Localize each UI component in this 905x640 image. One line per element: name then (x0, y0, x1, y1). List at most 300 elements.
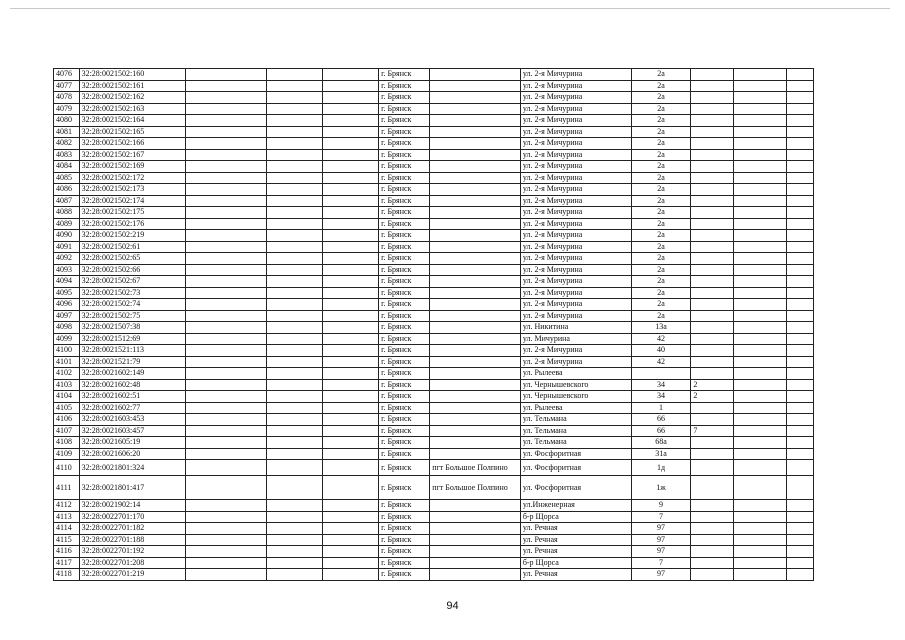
empty-cell (787, 80, 814, 92)
house-cell: 2а (631, 92, 691, 104)
empty-cell (267, 172, 322, 184)
cadastral-number: 32:28:0022701:192 (79, 546, 186, 558)
city-cell: г. Брянск (379, 437, 430, 449)
empty-cell (733, 523, 786, 535)
city-cell: г. Брянск (379, 207, 430, 219)
cadastral-number: 32:28:0021502:66 (79, 264, 186, 276)
city-cell: г. Брянск (379, 126, 430, 138)
city-cell: г. Брянск (379, 460, 430, 476)
settlement-cell (430, 500, 521, 512)
cadastral-number: 32:28:0022701:219 (79, 569, 186, 581)
empty-cell (787, 218, 814, 230)
row-number: 4092 (54, 253, 80, 265)
empty-cell (787, 557, 814, 569)
table-row (54, 500, 814, 512)
empty-cell (322, 476, 378, 500)
street-cell: ул. 2-я Мичурина (520, 230, 631, 242)
empty-cell (186, 500, 267, 512)
empty-cell (267, 310, 322, 322)
street-cell: ул. 2-я Мичурина (520, 276, 631, 288)
city-cell: г. Брянск (379, 333, 430, 345)
row-number: 4110 (54, 460, 80, 476)
house-cell: 2а (631, 241, 691, 253)
street-cell: ул. 2-я Мичурина (520, 69, 631, 81)
empty-cell (322, 253, 378, 265)
house-cell: 2а (631, 287, 691, 299)
empty-cell (186, 218, 267, 230)
empty-cell (733, 195, 786, 207)
table-row (54, 345, 814, 357)
empty-cell (267, 333, 322, 345)
city-cell: г. Брянск (379, 241, 430, 253)
top-rule (10, 8, 890, 9)
house-cell: 2а (631, 80, 691, 92)
cadastral-number: 32:28:0021502:164 (79, 115, 186, 127)
apartment-cell (691, 511, 734, 523)
empty-cell (733, 115, 786, 127)
row-number: 4100 (54, 345, 80, 357)
house-cell: 13а (631, 322, 691, 334)
cadastral-number: 32:28:0021502:65 (79, 253, 186, 265)
empty-cell (186, 569, 267, 581)
city-cell: г. Брянск (379, 264, 430, 276)
settlement-cell (430, 368, 521, 380)
empty-cell (733, 299, 786, 311)
city-cell: г. Брянск (379, 69, 430, 81)
empty-cell (186, 523, 267, 535)
empty-cell (733, 345, 786, 357)
house-cell: 66 (631, 414, 691, 426)
table-row (54, 218, 814, 230)
cadastral-number: 32:28:0021502:175 (79, 207, 186, 219)
row-number: 4091 (54, 241, 80, 253)
city-cell: г. Брянск (379, 368, 430, 380)
settlement-cell (430, 356, 521, 368)
row-number: 4096 (54, 299, 80, 311)
empty-cell (733, 500, 786, 512)
empty-cell (733, 460, 786, 476)
street-cell: ул. 2-я Мичурина (520, 253, 631, 265)
cadastral-number: 32:28:0022701:182 (79, 523, 186, 535)
settlement-cell (430, 322, 521, 334)
empty-cell (787, 299, 814, 311)
house-cell: 2а (631, 184, 691, 196)
table-row (54, 557, 814, 569)
house-cell: 2а (631, 276, 691, 288)
apartment-cell (691, 448, 734, 460)
empty-cell (322, 264, 378, 276)
empty-cell (267, 138, 322, 150)
empty-cell (186, 241, 267, 253)
empty-cell (787, 230, 814, 242)
city-cell: г. Брянск (379, 161, 430, 173)
row-number: 4097 (54, 310, 80, 322)
empty-cell (267, 241, 322, 253)
city-cell: г. Брянск (379, 230, 430, 242)
empty-cell (322, 523, 378, 535)
empty-cell (267, 414, 322, 426)
house-cell: 1д (631, 460, 691, 476)
empty-cell (322, 414, 378, 426)
settlement-cell (430, 425, 521, 437)
table-row (54, 391, 814, 403)
table-row (54, 546, 814, 558)
empty-cell (267, 402, 322, 414)
empty-cell (787, 345, 814, 357)
house-cell: 7 (631, 557, 691, 569)
row-number: 4086 (54, 184, 80, 196)
apartment-cell (691, 218, 734, 230)
street-cell: ул. Рылеева (520, 368, 631, 380)
empty-cell (322, 161, 378, 173)
empty-cell (787, 569, 814, 581)
street-cell: ул. Речная (520, 546, 631, 558)
cadastral-number: 32:28:0021502:176 (79, 218, 186, 230)
empty-cell (322, 299, 378, 311)
apartment-cell (691, 460, 734, 476)
table-row (54, 356, 814, 368)
street-cell: ул. Чернышевского (520, 379, 631, 391)
row-number: 4101 (54, 356, 80, 368)
apartment-cell (691, 241, 734, 253)
empty-cell (322, 276, 378, 288)
empty-cell (322, 437, 378, 449)
empty-cell (186, 534, 267, 546)
empty-cell (322, 138, 378, 150)
city-cell: г. Брянск (379, 500, 430, 512)
empty-cell (733, 241, 786, 253)
apartment-cell (691, 569, 734, 581)
house-cell: 2а (631, 126, 691, 138)
empty-cell (267, 569, 322, 581)
settlement-cell (430, 310, 521, 322)
empty-cell (733, 287, 786, 299)
apartment-cell (691, 92, 734, 104)
row-number: 4085 (54, 172, 80, 184)
apartment-cell (691, 126, 734, 138)
empty-cell (186, 207, 267, 219)
cadastral-number: 32:28:0021521:79 (79, 356, 186, 368)
apartment-cell: 7 (691, 425, 734, 437)
house-cell: 2а (631, 103, 691, 115)
apartment-cell (691, 161, 734, 173)
house-cell: 2а (631, 195, 691, 207)
table-row (54, 379, 814, 391)
empty-cell (733, 534, 786, 546)
empty-cell (186, 333, 267, 345)
settlement-cell (430, 126, 521, 138)
row-number: 4080 (54, 115, 80, 127)
empty-cell (733, 448, 786, 460)
row-number: 4099 (54, 333, 80, 345)
empty-cell (787, 534, 814, 546)
empty-cell (186, 80, 267, 92)
row-number: 4117 (54, 557, 80, 569)
table-row (54, 368, 814, 380)
cadastral-number: 32:28:0021502:172 (79, 172, 186, 184)
cadastral-number: 32:28:0021603:453 (79, 414, 186, 426)
cadastral-number: 32:28:0021602:48 (79, 379, 186, 391)
empty-cell (733, 437, 786, 449)
cadastral-number: 32:28:0022701:208 (79, 557, 186, 569)
city-cell: г. Брянск (379, 356, 430, 368)
empty-cell (787, 368, 814, 380)
street-cell: ул. 2-я Мичурина (520, 172, 631, 184)
empty-cell (733, 218, 786, 230)
street-cell: ул. Чернышевского (520, 391, 631, 403)
street-cell: ул. 2-я Мичурина (520, 264, 631, 276)
row-number: 4082 (54, 138, 80, 150)
empty-cell (787, 425, 814, 437)
empty-cell (186, 448, 267, 460)
apartment-cell (691, 322, 734, 334)
settlement-cell (430, 218, 521, 230)
house-cell: 2а (631, 218, 691, 230)
empty-cell (267, 126, 322, 138)
city-cell: г. Брянск (379, 523, 430, 535)
empty-cell (787, 69, 814, 81)
empty-cell (787, 241, 814, 253)
empty-cell (267, 276, 322, 288)
settlement-cell (430, 287, 521, 299)
apartment-cell: 2 (691, 391, 734, 403)
empty-cell (733, 402, 786, 414)
table-row (54, 69, 814, 81)
empty-cell (787, 356, 814, 368)
settlement-cell (430, 195, 521, 207)
empty-cell (322, 230, 378, 242)
empty-cell (267, 546, 322, 558)
empty-cell (186, 184, 267, 196)
row-number: 4079 (54, 103, 80, 115)
row-number: 4083 (54, 149, 80, 161)
cadastral-number: 32:28:0021502:61 (79, 241, 186, 253)
street-cell: ул. Тельмана (520, 414, 631, 426)
city-cell: г. Брянск (379, 287, 430, 299)
empty-cell (267, 425, 322, 437)
apartment-cell (691, 276, 734, 288)
cadastral-number: 32:28:0021502:67 (79, 276, 186, 288)
apartment-cell (691, 207, 734, 219)
cadastral-number: 32:28:0021502:163 (79, 103, 186, 115)
empty-cell (267, 115, 322, 127)
row-number: 4105 (54, 402, 80, 414)
empty-cell (322, 310, 378, 322)
city-cell: г. Брянск (379, 511, 430, 523)
row-number: 4095 (54, 287, 80, 299)
empty-cell (186, 138, 267, 150)
apartment-cell (691, 500, 734, 512)
settlement-cell (430, 391, 521, 403)
settlement-cell (430, 299, 521, 311)
empty-cell (186, 345, 267, 357)
table-row (54, 402, 814, 414)
empty-cell (267, 218, 322, 230)
empty-cell (787, 264, 814, 276)
house-cell: 2а (631, 207, 691, 219)
settlement-cell (430, 92, 521, 104)
cadastral-number: 32:28:0021512:69 (79, 333, 186, 345)
empty-cell (322, 379, 378, 391)
table-row (54, 92, 814, 104)
empty-cell (733, 276, 786, 288)
empty-cell (733, 414, 786, 426)
empty-cell (267, 448, 322, 460)
settlement-cell (430, 149, 521, 161)
empty-cell (186, 379, 267, 391)
page-number: 94 (446, 600, 459, 612)
apartment-cell (691, 333, 734, 345)
empty-cell (322, 402, 378, 414)
apartment-cell (691, 195, 734, 207)
empty-cell (267, 437, 322, 449)
table-row (54, 437, 814, 449)
empty-cell (267, 460, 322, 476)
empty-cell (267, 345, 322, 357)
house-cell: 1 (631, 402, 691, 414)
cadastral-number: 32:28:0021603:457 (79, 425, 186, 437)
empty-cell (787, 103, 814, 115)
street-cell: ул. Мичурина (520, 333, 631, 345)
empty-cell (787, 379, 814, 391)
empty-cell (787, 322, 814, 334)
row-number: 4118 (54, 569, 80, 581)
cadastral-number: 32:28:0021902:14 (79, 500, 186, 512)
apartment-cell (691, 264, 734, 276)
apartment-cell (691, 184, 734, 196)
empty-cell (267, 92, 322, 104)
empty-cell (322, 126, 378, 138)
empty-cell (267, 379, 322, 391)
empty-cell (322, 391, 378, 403)
empty-cell (787, 207, 814, 219)
row-number: 4114 (54, 523, 80, 535)
cadastral-number: 32:28:0021502:166 (79, 138, 186, 150)
cadastral-number: 32:28:0021606:20 (79, 448, 186, 460)
settlement-cell (430, 184, 521, 196)
table-row (54, 287, 814, 299)
empty-cell (186, 437, 267, 449)
empty-cell (787, 138, 814, 150)
empty-cell (322, 345, 378, 357)
apartment-cell (691, 103, 734, 115)
row-number: 4104 (54, 391, 80, 403)
empty-cell (733, 310, 786, 322)
empty-cell (787, 310, 814, 322)
street-cell: ул. 2-я Мичурина (520, 299, 631, 311)
empty-cell (733, 379, 786, 391)
empty-cell (733, 92, 786, 104)
empty-cell (787, 195, 814, 207)
empty-cell (267, 184, 322, 196)
empty-cell (787, 391, 814, 403)
cadastral-number: 32:28:0021502:219 (79, 230, 186, 242)
city-cell: г. Брянск (379, 310, 430, 322)
empty-cell (267, 523, 322, 535)
apartment-cell (691, 402, 734, 414)
row-number: 4089 (54, 218, 80, 230)
empty-cell (322, 425, 378, 437)
cadastral-number: 32:28:0021502:73 (79, 287, 186, 299)
house-cell: 68а (631, 437, 691, 449)
empty-cell (322, 218, 378, 230)
empty-cell (186, 149, 267, 161)
table-row (54, 103, 814, 115)
cadastral-number: 32:28:0021502:160 (79, 69, 186, 81)
city-cell: г. Брянск (379, 448, 430, 460)
settlement-cell (430, 437, 521, 449)
empty-cell (186, 253, 267, 265)
row-number: 4090 (54, 230, 80, 242)
house-cell: 31а (631, 448, 691, 460)
empty-cell (787, 253, 814, 265)
empty-cell (733, 569, 786, 581)
city-cell: г. Брянск (379, 425, 430, 437)
empty-cell (267, 368, 322, 380)
city-cell: г. Брянск (379, 534, 430, 546)
street-cell: ул. 2-я Мичурина (520, 241, 631, 253)
empty-cell (186, 546, 267, 558)
property-table (53, 68, 814, 581)
empty-cell (267, 356, 322, 368)
city-cell: г. Брянск (379, 184, 430, 196)
table-row (54, 126, 814, 138)
empty-cell (787, 437, 814, 449)
empty-cell (322, 356, 378, 368)
empty-cell (186, 92, 267, 104)
city-cell: г. Брянск (379, 557, 430, 569)
empty-cell (787, 414, 814, 426)
settlement-cell (430, 414, 521, 426)
table-row (54, 241, 814, 253)
row-number: 4115 (54, 534, 80, 546)
empty-cell (186, 476, 267, 500)
house-cell: 1ж (631, 476, 691, 500)
cadastral-number: 32:28:0022701:170 (79, 511, 186, 523)
street-cell: ул. 2-я Мичурина (520, 287, 631, 299)
empty-cell (733, 322, 786, 334)
city-cell: г. Брянск (379, 218, 430, 230)
city-cell: г. Брянск (379, 476, 430, 500)
settlement-cell (430, 379, 521, 391)
settlement-cell (430, 138, 521, 150)
city-cell: г. Брянск (379, 80, 430, 92)
empty-cell (787, 115, 814, 127)
empty-cell (186, 276, 267, 288)
table-row (54, 414, 814, 426)
row-number: 4108 (54, 437, 80, 449)
empty-cell (787, 511, 814, 523)
empty-cell (186, 230, 267, 242)
empty-cell (267, 299, 322, 311)
empty-cell (186, 368, 267, 380)
empty-cell (787, 460, 814, 476)
house-cell: 2а (631, 172, 691, 184)
street-cell: ул. Фосфоритная (520, 460, 631, 476)
street-cell: ул. Речная (520, 534, 631, 546)
cadastral-number: 32:28:0021605:19 (79, 437, 186, 449)
empty-cell (322, 534, 378, 546)
house-cell: 34 (631, 391, 691, 403)
empty-cell (787, 276, 814, 288)
cadastral-number: 32:28:0021507:38 (79, 322, 186, 334)
empty-cell (322, 80, 378, 92)
street-cell: ул.Инженерная (520, 500, 631, 512)
city-cell: г. Брянск (379, 402, 430, 414)
city-cell: г. Брянск (379, 379, 430, 391)
house-cell: 40 (631, 345, 691, 357)
row-number: 4076 (54, 69, 80, 81)
